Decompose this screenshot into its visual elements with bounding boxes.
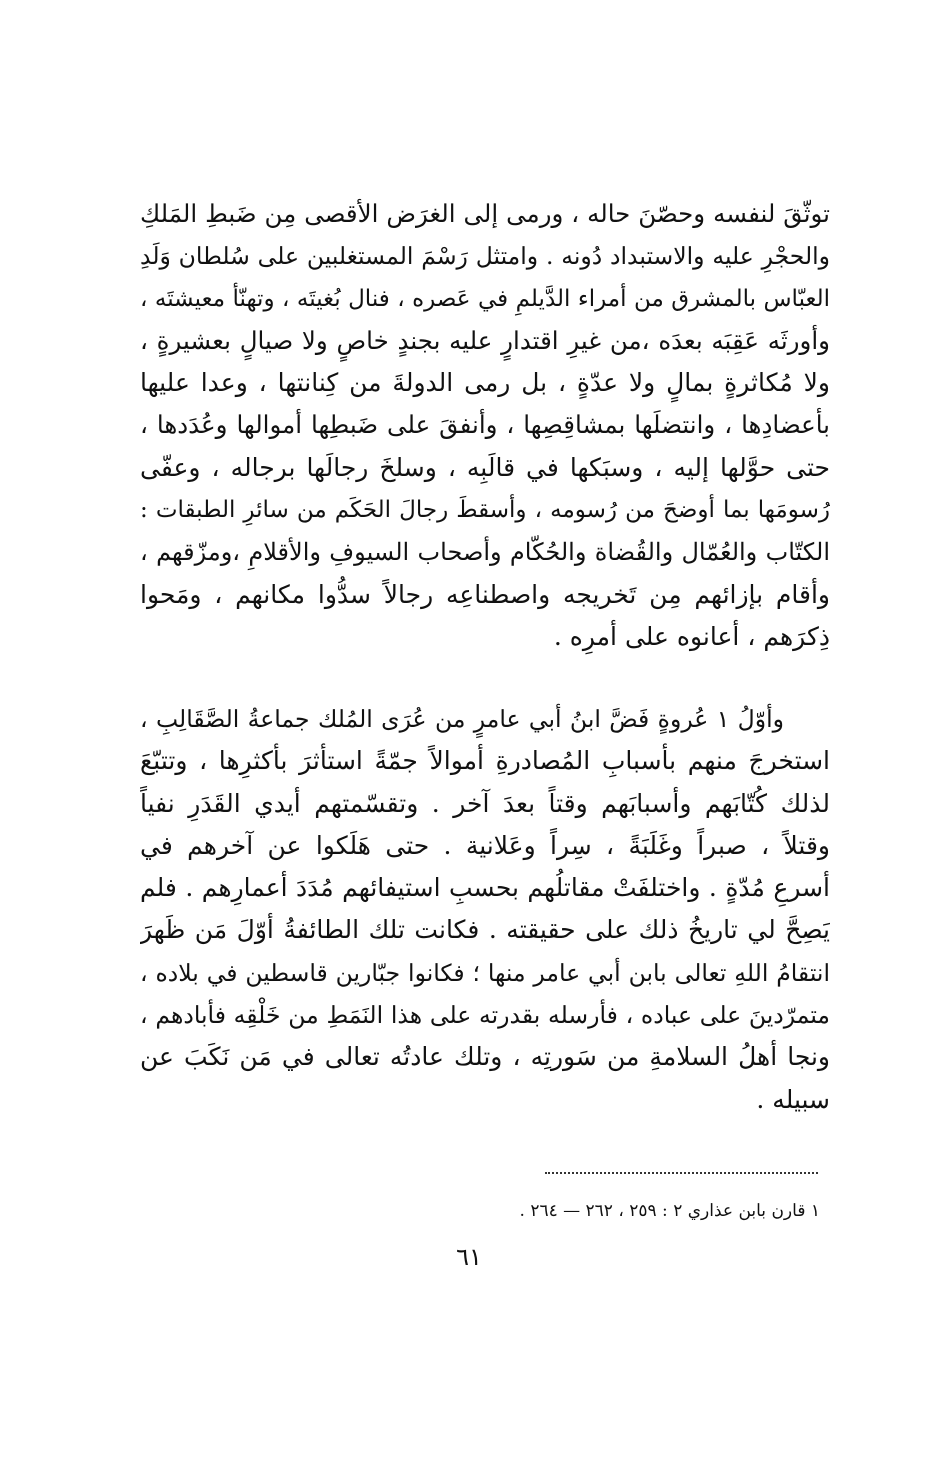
text-line: والحجْرِ عليه والاستبداد دُونه . وامتثل رَسْمَ المستغلبين على سُلطان وَلَدِ <box>140 242 830 271</box>
text-line: حتى حوَّلها إليه ، وسبَكها في قالَبِه ، وسلخَ رجالَها برجاله ، وعفّى <box>140 452 830 482</box>
paragraph-1 <box>140 193 830 658</box>
text-line: أسرعِ مُدّةٍ . واختلفَتْ مقاتلُهم بحسبِ استيفائهم مُدَدَ أعمارِهم . فلم <box>140 873 830 903</box>
text-line: وأقام بإزائهم مِن تَخريجه واصطناعِه رجالاً سدُّوا مكانهم ، ومَحوا <box>140 579 830 609</box>
text-line: سبيله . <box>756 1084 830 1114</box>
footnote-separator <box>545 1172 818 1174</box>
text-line: متمرّدينَ على عباده ، فأرسله بقدرته على هذا النَمَطِ من خَلْقِه فأبادهم ، <box>140 1001 830 1030</box>
text-line: استخرجَ منهم بأسبابِ المُصادرةِ أموالاً جمّةً استأثرَ بأكثرِها ، وتتبّعَ <box>140 746 830 776</box>
text-line: ونجا أهلُ السلامةِ من سَورتِه ، وتلك عادتُه تعالى في مَن نَكَبَ عن <box>140 1042 830 1072</box>
text-line: وأورثَه عَقِبَه بعدَه ،من غيرِ اقتدارٍ عليه بجندٍ خاصٍ ولا صيالٍ بعشيرةٍ ، <box>140 325 830 355</box>
text-line: رُسومَها بما أوضحَ من رُسومه ، وأسقطَ رجالَ الحَكَم من سائرِ الطبقات : <box>140 497 830 524</box>
text-line: يَصِحَّ لي تاريخُ ذلك على حقيقته . فكانت تلك الطائفةُ أوّلَ مَن ظَهرَ <box>140 915 830 945</box>
text-line: توثّقَ لنفسه وحصّنَ حاله ، ورمى إلى الغرَض الأقصى مِن ضَبطِ المَلكِ <box>140 199 830 228</box>
text-line: انتقامُ اللهِ تعالى بابن أبي عامر منها ؛ فكانوا جبّارين قاسطين في بلاده ، <box>140 958 830 987</box>
footnote: ١ قارن بابن عذاري ٢ : ٢٥٩ ، ٢٦٢ — ٢٦٤ . <box>519 1201 820 1221</box>
text-line: العبّاس بالمشرق من أمراء الدَّيلمِ في عَصره ، فنال بُغيتَه ، وتهنّأ معيشتَه ، <box>140 285 830 312</box>
text-line: وأوّلُ ١ عُروةٍ فَضَّ ابنُ أبي عامرٍ من عُرَى المُلك جماعةُ الصَّقَالِبِ ، <box>140 705 784 733</box>
paragraph-2 <box>140 698 830 1121</box>
text-line: وقتلاً ، صبراً وغَلَبَةً ، سِراً وعَلانية . حتى هَلَكوا عن آخرهم في <box>140 830 830 860</box>
text-line: لذلك كُتّابَهم وأسبابَهم وقتاً بعدَ آخر . وتقسّمتهم أيدي القَدَرِ نفياً <box>140 788 830 818</box>
text-line: ذِكرَهم ، أعانوه على أمرِه . <box>553 621 830 651</box>
page-number: ٦١ <box>456 1243 482 1271</box>
text-line: بأعضادِها ، وانتضلَها بمشاقِصِها ، وأنفقَ على ضَبطِها أموالها وعُدَدها ، <box>140 410 830 440</box>
text-line: الكتّاب والعُمّال والقُضاة والحُكّام وأصحاب السيوفِ والأقلامِ ،ومزّقهم ، <box>140 538 830 567</box>
text-line: ولا مُكاثرةٍ بمالٍ ولا عدّةٍ ، بل رمى الدولةَ من كِنانتها ، وعدا عليها <box>140 368 830 398</box>
